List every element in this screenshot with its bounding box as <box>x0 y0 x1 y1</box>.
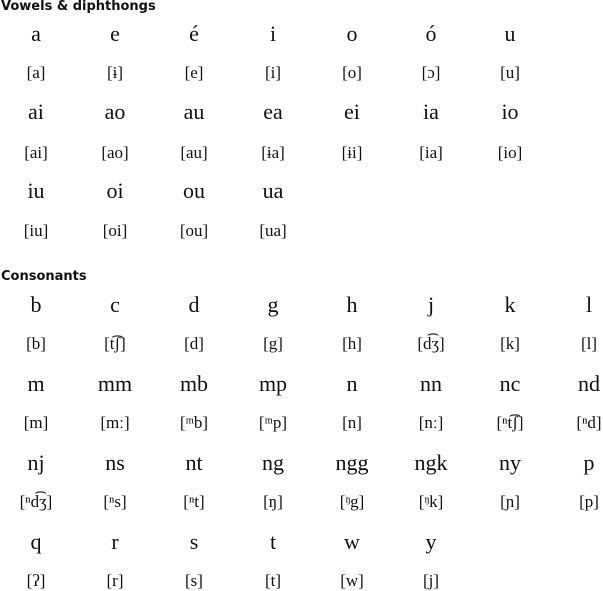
vowels-ipa: [o] <box>342 63 362 82</box>
consonants-letter: c <box>110 292 120 317</box>
vowels-ipa: [oi] <box>102 221 128 240</box>
consonants-letter: ngg <box>335 450 369 475</box>
consonants-ipa: [b] <box>26 334 46 353</box>
vowels-letter: ou <box>183 178 205 203</box>
consonants-letter: h <box>346 292 358 317</box>
consonants-letter: p <box>583 450 595 475</box>
vowels-letter: oi <box>106 178 124 203</box>
vowels-ipa: [ou] <box>179 221 209 240</box>
consonants-ipa: [h] <box>342 334 362 353</box>
consonants-ipa: [n] <box>342 413 362 432</box>
consonants-letter: ng <box>262 450 284 475</box>
consonants-letter: j <box>427 292 435 317</box>
consonants-ipa: [r] <box>106 571 124 590</box>
vowels-ipa: [au] <box>180 143 208 162</box>
consonants-ipa: [t] <box>264 571 282 590</box>
consonants-letter: mb <box>179 371 209 396</box>
consonants-ipa: [mː] <box>100 413 130 432</box>
consonants-ipa: [ᵐp] <box>258 413 288 432</box>
vowels-letter: a <box>31 21 41 46</box>
consonants-ipa: [ⁿt͡ʃ] <box>496 413 524 432</box>
vowels-ipa: [a] <box>26 63 46 82</box>
vowels-letter: ó <box>425 21 437 46</box>
consonants-letter: d <box>188 292 200 317</box>
consonants-letter: r <box>111 529 119 554</box>
consonants-ipa: [d͡ʒ] <box>417 334 445 353</box>
vowels-letter: i <box>269 21 277 46</box>
consonants-ipa: [ᵑg] <box>339 492 365 511</box>
consonants-letter: w <box>344 529 360 554</box>
consonants-ipa: [ⁿd] <box>576 413 602 432</box>
vowels-ipa: [u] <box>500 63 520 82</box>
vowels-letter: io <box>501 99 519 124</box>
consonants-ipa: [nː] <box>418 413 444 432</box>
vowels-ipa: [iu] <box>23 221 49 240</box>
vowels-ipa: [ɨa] <box>261 143 285 162</box>
consonants-letter: mp <box>258 371 288 396</box>
vowels-letter: é <box>189 21 199 46</box>
vowels-letter: o <box>346 21 358 46</box>
consonants-ipa: [ⁿs] <box>103 492 127 511</box>
consonants-letter: mm <box>97 371 133 396</box>
consonants-letter: t <box>269 529 277 554</box>
consonants-heading: Consonants <box>1 269 87 284</box>
consonants-ipa: [w] <box>340 571 364 590</box>
vowels-ipa: [ɨ] <box>106 63 124 82</box>
vowels-letter: iu <box>27 178 45 203</box>
consonants-letter: k <box>504 292 516 317</box>
vowels-letter: ei <box>344 99 360 124</box>
vowels-letter: ao <box>104 99 126 124</box>
consonants-ipa: [p] <box>579 492 599 511</box>
consonants-ipa: [g] <box>263 334 283 353</box>
consonants-letter: nd <box>578 371 600 396</box>
vowels-ipa: [ɨi] <box>341 143 363 162</box>
consonants-ipa: [ɲ] <box>500 492 520 511</box>
consonants-ipa: [j] <box>422 571 440 590</box>
vowels-heading: Vowels & diphthongs <box>1 0 156 14</box>
consonants-letter: n <box>346 371 358 396</box>
consonants-ipa: [ŋ] <box>263 492 283 511</box>
consonants-ipa: [ⁿt] <box>183 492 205 511</box>
vowels-ipa: [e] <box>184 63 204 82</box>
consonants-letter: m <box>27 371 45 396</box>
consonants-ipa: [k] <box>500 334 520 353</box>
vowels-ipa: [ɔ] <box>421 63 441 82</box>
vowels-letter: e <box>110 21 120 46</box>
consonants-ipa: [l] <box>580 334 598 353</box>
consonants-letter: ns <box>105 450 125 475</box>
consonants-ipa: [d] <box>184 334 204 353</box>
consonants-letter: y <box>425 529 437 554</box>
vowels-letter: ai <box>28 99 44 124</box>
vowels-ipa: [ao] <box>101 143 129 162</box>
consonants-letter: ny <box>499 450 521 475</box>
vowels-letter: ea <box>263 99 283 124</box>
consonants-letter: q <box>30 529 42 554</box>
consonants-ipa: [ᵐb] <box>179 413 209 432</box>
vowels-ipa: [io] <box>497 143 523 162</box>
vowels-ipa: [i] <box>264 63 282 82</box>
consonants-ipa: [ᵑk] <box>418 492 444 511</box>
vowels-ipa: [ai] <box>24 143 48 162</box>
consonants-letter: nn <box>420 371 442 396</box>
consonants-ipa: [ⁿd͡ʒ] <box>19 492 53 511</box>
consonants-letter: s <box>189 529 199 554</box>
consonants-letter: nj <box>27 450 45 475</box>
consonants-letter: nc <box>499 371 521 396</box>
consonants-letter: g <box>267 292 279 317</box>
vowels-letter: ia <box>423 99 439 124</box>
consonants-ipa: [ʔ] <box>26 571 46 590</box>
vowels-ipa: [ia] <box>419 143 443 162</box>
vowels-letter: au <box>183 99 205 124</box>
consonants-letter: nt <box>185 450 203 475</box>
vowels-letter: ua <box>262 178 284 203</box>
vowels-letter: u <box>504 21 516 46</box>
consonants-letter: ngk <box>414 450 448 475</box>
consonants-ipa: [t͡ʃ] <box>104 334 126 353</box>
consonants-ipa: [m] <box>23 413 49 432</box>
consonants-letter: b <box>30 292 42 317</box>
consonants-ipa: [s] <box>185 571 203 590</box>
vowels-ipa: [ua] <box>259 221 287 240</box>
consonants-letter: l <box>585 292 593 317</box>
